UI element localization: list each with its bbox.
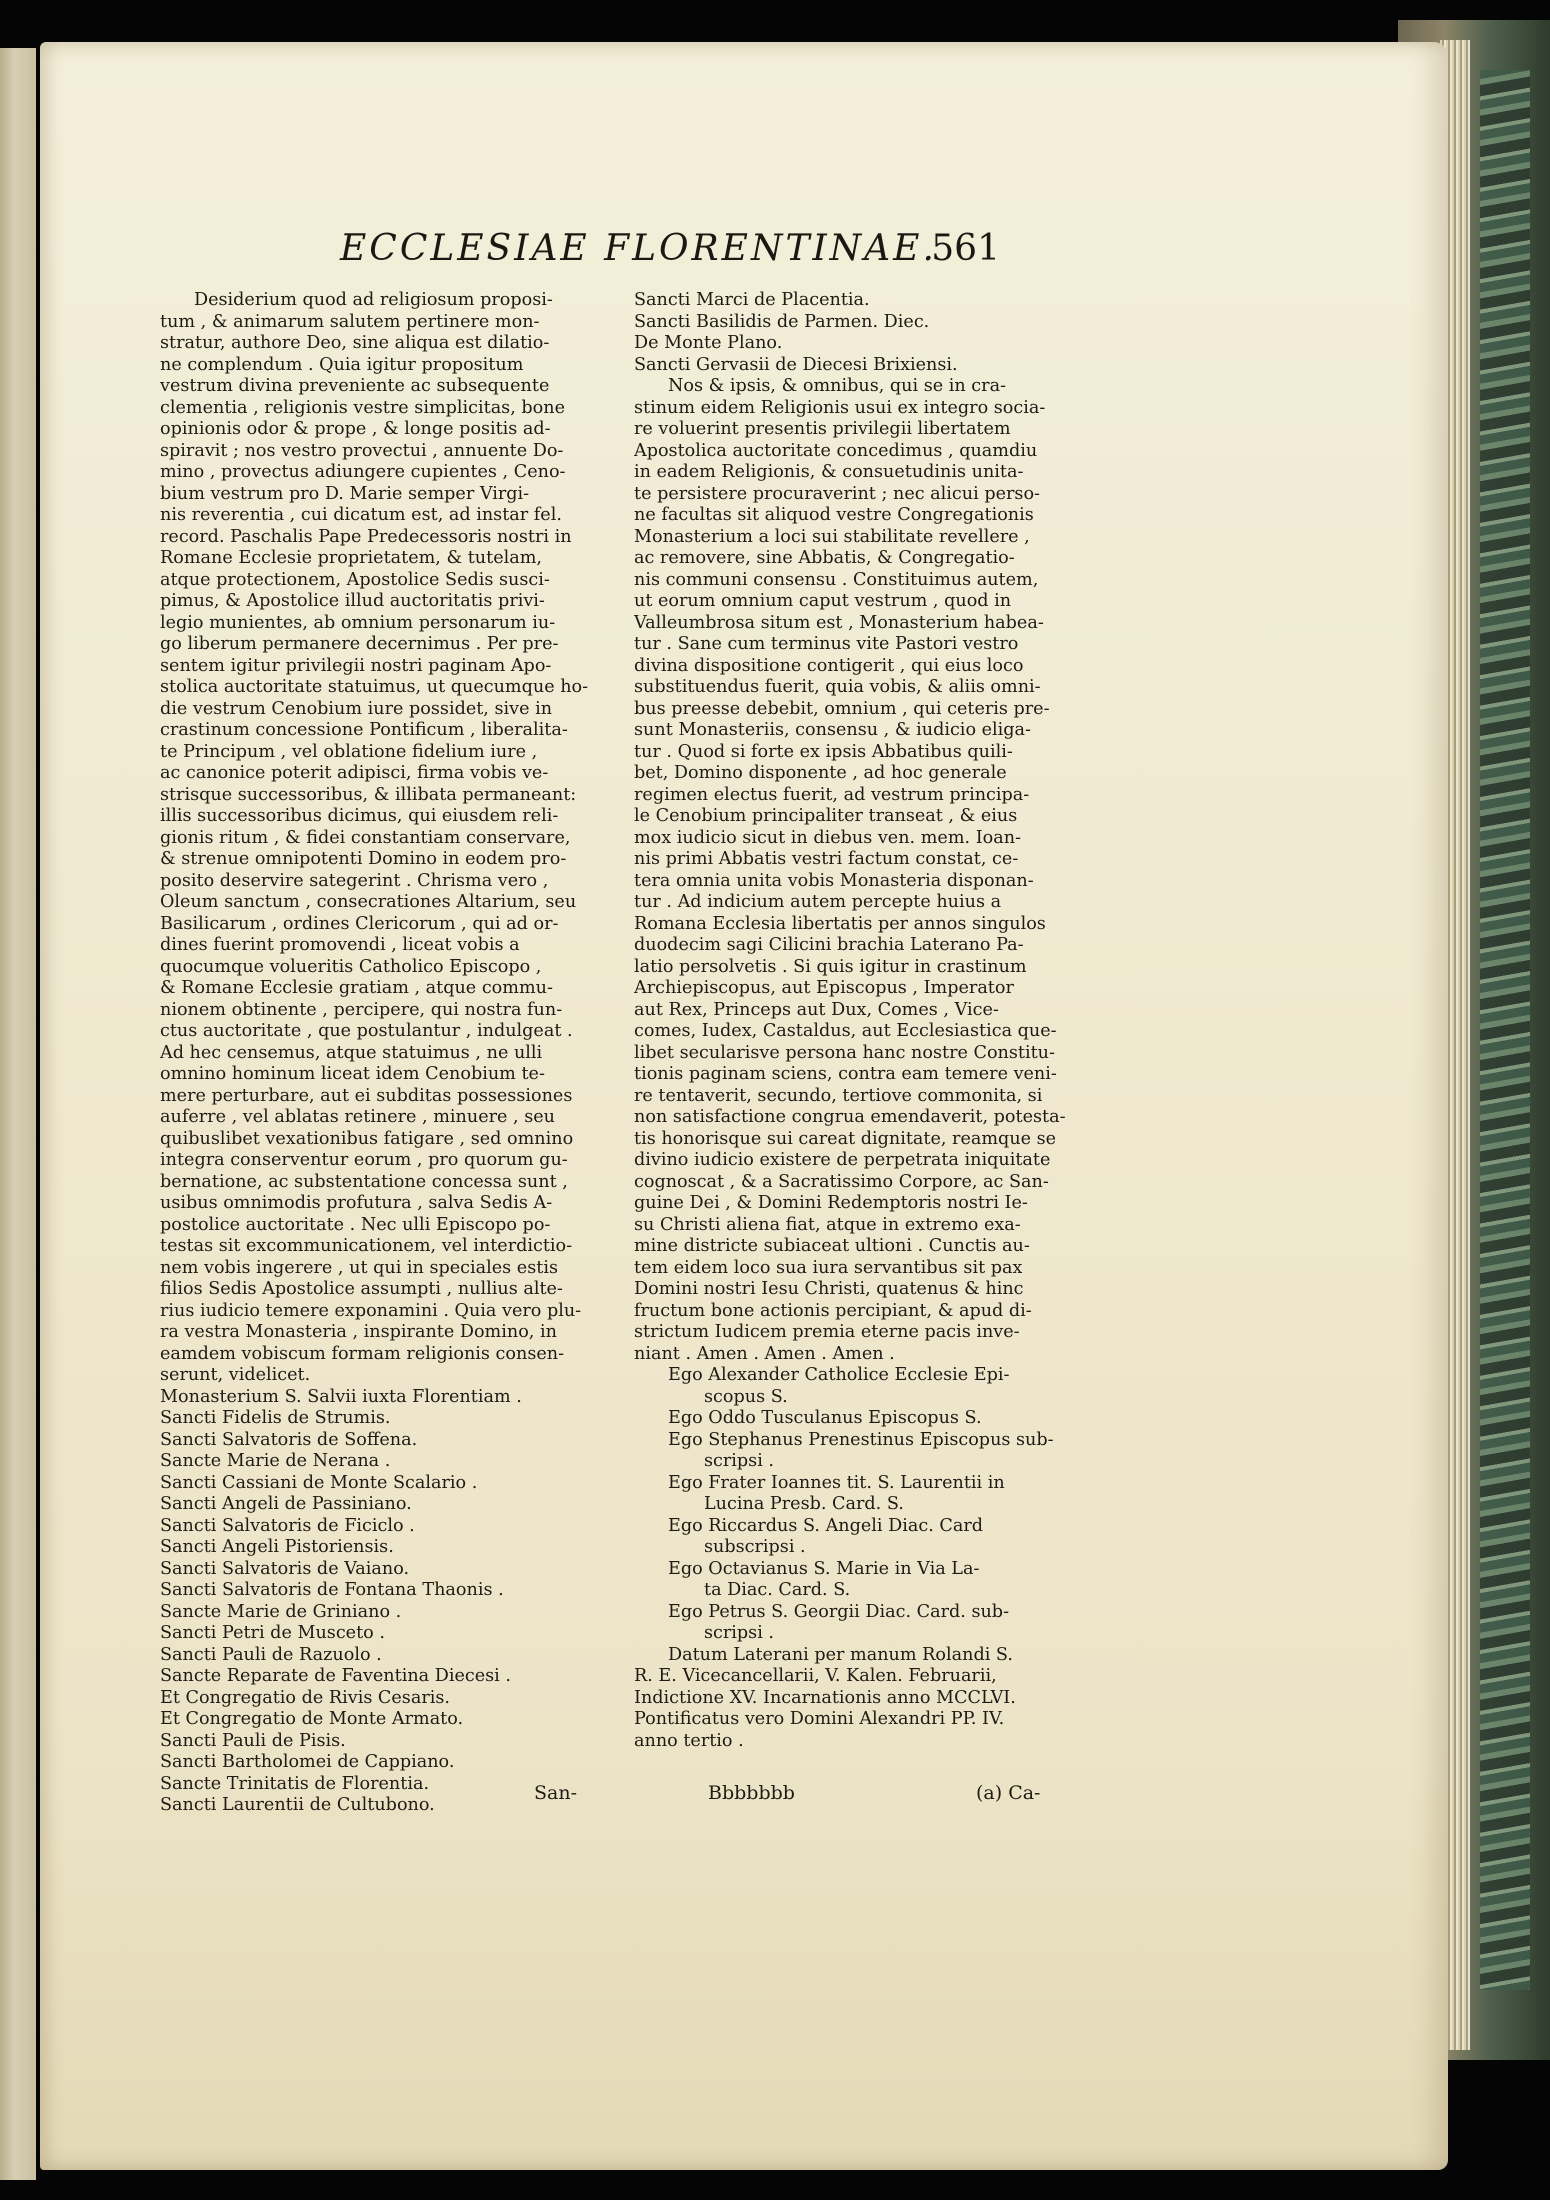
text-line: tionis paginam sciens, contra eam temere veni- — [634, 1064, 1057, 1084]
page-title: ECCLESIAE FLORENTINAE. — [340, 228, 937, 269]
footnote-catchword: (a) Ca- — [976, 1782, 1041, 1804]
text-line: nis primi Abbatis vestri factum constat, ce- — [634, 849, 1019, 869]
text-line: non satisfactione congrua emendaverit, potesta- — [634, 1107, 1066, 1127]
text-line: stratur, authore Deo, sine aliqua est dilatio- — [160, 333, 550, 353]
text-line: anno tertio . — [634, 1730, 744, 1751]
text-line: mox iudicio sicut in diebus ven. mem. Ioan- — [634, 827, 1022, 848]
text-line: Sancti Cassiani de Monte Scalario . — [160, 1472, 478, 1493]
text-line: Sancti Salvatoris de Soffena. — [160, 1429, 418, 1450]
text-line: illis successoribus dicimus, qui eiusdem reli- — [160, 806, 559, 826]
text-line: regimen electus fuerit, ad vestrum principa- — [634, 784, 1030, 805]
text-column-left — [160, 290, 598, 1817]
text-line: Nos & ipsis, & omnibus, qui se in cra- — [668, 376, 1007, 396]
text-line: crastinum concessione Pontificum , liberalita- — [160, 720, 568, 740]
text-line: comes, Iudex, Castaldus, aut Ecclesiastica que- — [634, 1021, 1057, 1041]
text-line: rius iudicio temere exponamini . Quia vero plu- — [160, 1300, 582, 1321]
text-line: libet secularisve persona hanc nostre Constitu- — [634, 1042, 1055, 1063]
text-line: divino iudicio existere de perpetrata iniquitate — [634, 1150, 1051, 1170]
text-line: Domini nostri Iesu Christi, quatenus & hinc — [634, 1279, 1024, 1299]
text-line: bium vestrum pro D. Marie semper Virgi- — [160, 483, 530, 504]
text-line: go liberum permanere decernimus . Per pre- — [160, 634, 559, 654]
text-line: record. Paschalis Pape Predecessoris nostri in — [160, 526, 572, 547]
text-line: ne facultas sit aliquod vestre Congregationis — [634, 505, 1034, 525]
text-line: scripsi . — [704, 1451, 775, 1471]
text-line: quibuslibet vexationibus fatigare , sed omnino — [160, 1128, 574, 1149]
text-line: clementia , religionis vestre simplicitas, bone — [160, 397, 565, 418]
text-line: niant . Amen . Amen . Amen . — [634, 1343, 895, 1364]
text-column-right — [634, 290, 1072, 1752]
text-line: in eadem Religionis, & consuetudinis unita- — [634, 462, 1024, 482]
text-line: omnino hominum liceat idem Cenobium te- — [160, 1064, 545, 1084]
text-line: ne complendum . Quia igitur propositum — [160, 354, 524, 375]
text-line: Sancti Salvatoris de Vaiano. — [160, 1558, 410, 1579]
text-line: Sancti Salvatoris de Fontana Thaonis . — [160, 1580, 504, 1600]
catchword: San- — [534, 1782, 578, 1804]
text-line: Lucina Presb. Card. S. — [704, 1494, 904, 1514]
text-line: testas sit excommunicationem, vel interdictio- — [160, 1236, 573, 1256]
text-line: Indictione XV. Incarnationis anno MCCLVI. — [634, 1687, 1016, 1708]
text-line: vestrum divina preveniente ac subsequente — [160, 376, 550, 396]
text-line: bernatione, ac substentatione concessa sunt , — [160, 1171, 568, 1192]
text-line: Sancti Pauli de Razuolo . — [160, 1644, 382, 1665]
text-line: die vestrum Cenobium iure possidet, sive in — [160, 698, 553, 719]
text-line: usibus omnimodis profutura , salva Sedis A- — [160, 1193, 553, 1213]
text-line: Sancti Petri de Muscetо . — [160, 1623, 385, 1643]
text-line: tur . Sane cum terminus vite Pastori vestro — [634, 634, 1019, 654]
text-line: eamdem vobiscum formam religionis consen- — [160, 1343, 565, 1364]
text-line: integra conserventur eorum , pro quorum gu- — [160, 1150, 568, 1170]
text-line: Sancti Angeli de Passiniano. — [160, 1494, 412, 1514]
text-line: Sancte Trinitatis de Florentia. — [160, 1773, 430, 1794]
text-line: Romane Ecclesie proprietatem, & tutelam, — [160, 548, 543, 568]
text-line: dines fuerint promovendi , liceat vobis a — [160, 935, 520, 955]
signature-mark: Bbbbbbb — [708, 1782, 795, 1804]
text-line: guine Dei , & Domini Redemptoris nostri Ie- — [634, 1193, 1028, 1213]
text-line: Sancti Marci de Placentia. — [634, 290, 870, 310]
text-line: strisque successoribus, & illibata permaneant: — [160, 784, 577, 805]
running-head — [340, 228, 1000, 280]
text-line: ta Diac. Card. S. — [704, 1580, 851, 1600]
text-line: Ego Petrus S. Georgii Diac. Card. sub- — [668, 1601, 1010, 1622]
text-line: Sancti Bartholomei de Cappiano. — [160, 1752, 455, 1772]
text-line: tur . Quod si forte ex ipsis Abbatibus quili- — [634, 741, 1013, 762]
text-line: Monasterium S. Salvii iuxta Florentiam . — [160, 1386, 522, 1407]
text-line: Archiepiscopus, aut Episcopus , Imperator — [634, 978, 1014, 998]
text-line: Basilicarum , ordines Clericorum , qui ad or- — [160, 913, 559, 934]
text-line: strictum Iudicem premia eterne pacis inve- — [634, 1322, 1020, 1342]
facing-page-edge — [0, 48, 36, 2180]
text-line: mere perturbare, aut ei subditas possessiones — [160, 1085, 573, 1106]
text-line: & Romane Ecclesie gratiam , atque commu- — [160, 978, 553, 998]
text-line: bet, Domino disponente , ad hoc generale — [634, 763, 1007, 783]
text-line: te Principum , vel oblatione fidelium iure , — [160, 741, 538, 762]
text-line: Sancti Gervasii de Diecesi Brixiensi. — [634, 354, 958, 375]
text-line: subscripsi . — [704, 1537, 806, 1557]
text-line: fructum bone actionis percipiant, & apud di- — [634, 1300, 1032, 1321]
text-line: Sancti Fidelis de Strumis. — [160, 1408, 391, 1428]
text-line: opinionis odor & prope , & longe positis ad- — [160, 419, 551, 439]
text-line: Monasterium a loci sui stabilitate revellere , — [634, 526, 1030, 547]
text-line: mino , provectus adiungere cupientes , Ceno- — [160, 462, 566, 482]
text-line: tem eidem loco sua iura servantibus sit pax — [634, 1257, 1023, 1278]
text-line: Desiderium quod ad religiosum proposi- — [194, 290, 553, 310]
text-line: Romana Ecclesia libertatis per annos singulos — [634, 913, 1046, 934]
text-line: stinum eidem Religionis usui ex integro socia- — [634, 397, 1046, 418]
text-line: ra vestra Monasteria , inspirante Domino, in — [160, 1322, 557, 1342]
text-line: bus preesse debebit, omnium , qui ceteris pre- — [634, 698, 1050, 719]
text-line: scripsi . — [704, 1623, 775, 1643]
text-line: nionem obtinente , percipere, qui nostra fun- — [160, 999, 563, 1020]
text-line: ctus auctoritate , que postulantur , indulgeat . — [160, 1021, 573, 1041]
text-line: Ego Octavianus S. Marie in Via La- — [668, 1558, 980, 1579]
text-line: nem vobis ingerere , ut qui in speciales estis — [160, 1257, 558, 1278]
text-line: De Monte Plano. — [634, 333, 783, 353]
text-line: mine districte subiaceat ultioni . Cunctis au- — [634, 1236, 1030, 1256]
text-line: R. E. Vicecancellarii, V. Kalen. Februarii, — [634, 1666, 997, 1686]
text-line: gionis ritum , & fidei constantiam conservare, — [160, 827, 571, 848]
text-line: Valleumbrosa situm est , Monasterium habea- — [634, 612, 1044, 633]
page-number: 561 — [931, 228, 1000, 269]
text-line: pimus, & Apostolice illud auctoritatis privi- — [160, 591, 545, 611]
text-line: sentem igitur privilegii nostri paginam Apo- — [160, 655, 552, 676]
text-line: divina dispositione contigerit , qui eius loco — [634, 655, 1024, 676]
text-line: Et Congregatio de Rivis Cesaris. — [160, 1687, 450, 1708]
text-line: Oleum sanctum , consecrationes Altarium, seu — [160, 892, 577, 912]
text-line: cognoscat , & a Sacratissimo Corpore, ac San- — [634, 1171, 1049, 1192]
text-line: tum , & animarum salutem pertinere mon- — [160, 311, 540, 332]
text-line: tis honorisque sui careat dignitate, reamque se — [634, 1128, 1057, 1149]
text-line: Ego Oddo Tusculanus Episcopus S. — [668, 1408, 982, 1428]
text-line: Pontificatus vero Domini Alexandri PP. IV. — [634, 1709, 1005, 1729]
text-line: substituendus fuerit, quia vobis, & aliis omni- — [634, 677, 1041, 697]
text-line: Apostolica auctoritate concedimus , quamdiu — [634, 440, 1038, 461]
text-line: ac canonice poterit adipisci, firma vobis ve- — [160, 763, 549, 783]
text-line: Sancti Salvatoris de Ficiclo . — [160, 1515, 415, 1536]
text-line: ac removere, sine Abbatis, & Congregatio- — [634, 548, 1015, 568]
text-line: sunt Monasteriis, consensu , & iudicio eliga- — [634, 720, 1031, 740]
text-line: quocumque volueritis Catholico Episcopo , — [160, 956, 542, 977]
text-line: Sancti Pauli de Pisis. — [160, 1730, 346, 1751]
text-line: tera omnia unita vobis Monasteria disponan- — [634, 870, 1034, 891]
text-line: posito deservire sategerint . Chrisma vero , — [160, 870, 549, 891]
text-line: atque protectionem, Apostolice Sedis susci- — [160, 569, 550, 590]
text-line: auferre , vel ablatas retinere , minuere , seu — [160, 1107, 555, 1127]
text-line: Sancti Basilidis de Parmen. Diec. — [634, 311, 930, 332]
text-line: latio persolvetis . Si quis igitur in crastinum — [634, 956, 1027, 977]
text-line: re voluerint presentis privilegii libertatem — [634, 419, 1011, 439]
text-line: Et Congregatio de Monte Armato. — [160, 1709, 464, 1729]
text-line: Ad hec censemus, atque statuimus , ne ulli — [160, 1042, 543, 1063]
text-line: stolica auctoritate statuimus, ut quecumque ho- — [160, 677, 589, 697]
text-line: Sancte Marie de Nerana . — [160, 1451, 391, 1471]
text-line: serunt, videlicet. — [160, 1365, 311, 1385]
text-line: duodecim sagi Cilicini brachia Laterano Pa- — [634, 935, 1024, 955]
text-line: Sancti Laurentii de Cultubono. — [160, 1795, 435, 1815]
text-line: postolice auctoritate . Nec ulli Episcopo po- — [160, 1214, 551, 1235]
text-line: Ego Riccardus S. Angeli Diac. Card — [668, 1515, 984, 1536]
text-line: aut Rex, Princeps aut Dux, Comes , Vice- — [634, 999, 999, 1020]
text-line: & strenue omnipotenti Domino in eodem pro- — [160, 849, 567, 869]
text-line: tur . Ad indicium autem percepte huius a — [634, 892, 1002, 912]
text-line: filios Sedis Apostolice assumpti , nullius alte- — [160, 1279, 563, 1299]
text-line: Ego Alexander Catholice Ecclesie Epi- — [668, 1365, 1010, 1385]
text-line: ut eorum omnium caput vestrum , quod in — [634, 591, 1012, 611]
text-line: scopus S. — [704, 1386, 788, 1407]
text-line: Sancti Angeli Pistoriensis. — [160, 1537, 394, 1557]
text-line: le Cenobium principaliter transeat , & eius — [634, 806, 1018, 826]
text-line: re tentaverit, secundo, tertiove commonita, si — [634, 1085, 1043, 1106]
text-line: Ego Frater Ioannes tit. S. Laurentii in — [668, 1472, 1005, 1493]
text-line: legio munientes, ab omnium personarum iu- — [160, 612, 556, 633]
text-line: Datum Laterani per manum Rolandi S. — [668, 1644, 1013, 1665]
text-line: te persistere procuraverint ; nec alicui perso- — [634, 483, 1040, 504]
text-line: Ego Stephanus Prenestinus Episcopus sub- — [668, 1429, 1054, 1450]
text-line: su Christi aliena fiat, atque in extremo exa- — [634, 1214, 1021, 1235]
text-line: Sancte Reparate de Faventina Diecesi . — [160, 1666, 511, 1686]
marbled-edge — [1480, 70, 1530, 1990]
text-line: nis communi consensu . Constituimus autem, — [634, 569, 1039, 590]
text-line: nis reverentia , cui dicatum est, ad instar fel. — [160, 505, 562, 525]
text-line: Sancte Marie de Griniano . — [160, 1601, 402, 1622]
text-line: spiravit ; nos vestro provectui , annuente Do- — [160, 440, 564, 461]
